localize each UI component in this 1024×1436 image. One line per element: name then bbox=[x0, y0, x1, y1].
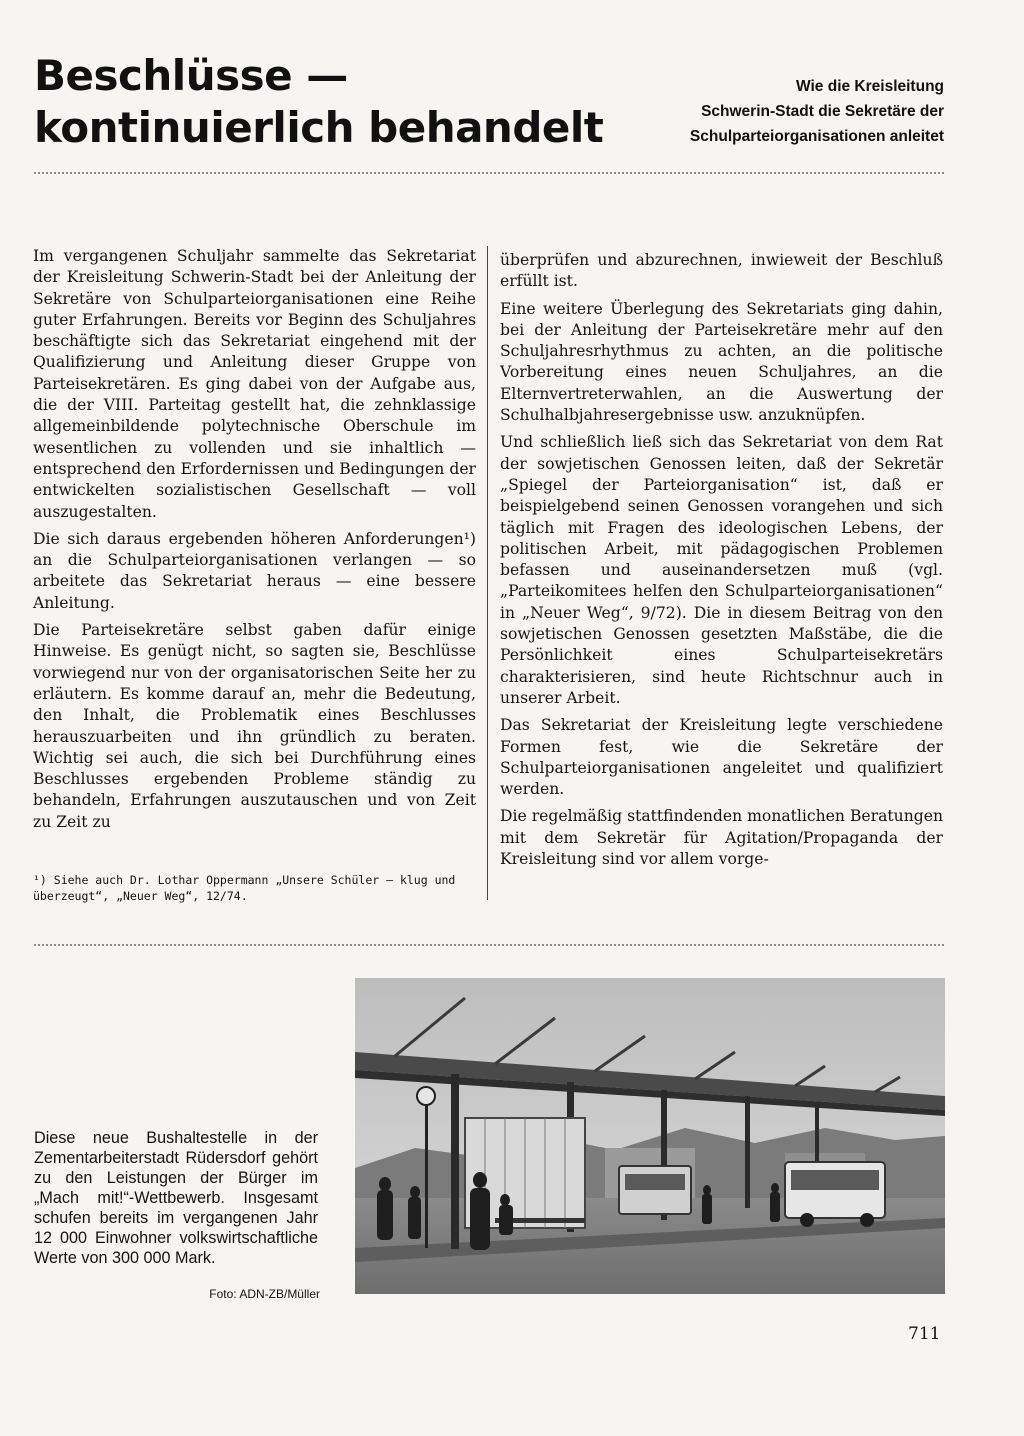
paragraph: Im vergangenen Schuljahr sammelte das Sekretariat der Kreisleitung Schwerin-Stadt bei der Anleitung der Sekretäre von Schulparteiorganisationen eine Reihe guter Erfahrungen. Bereits vor Beginn des Schuljahres beschäftigte sich das Sekretariat eingehend mit der Qualifizierung und Anleitung dieser Gruppe von Parteisekretären. Es ging dabei von der Aufgabe aus, die der VIII. Parteitag gestellt hat, die zehnklassige allgemeinbildende polytechnische Oberschule im wesentlichen zu vollenden und sie inhaltlich — entsprechend den Erfordernissen und Bedingungen der entwickelten sozialistischen Gesellschaft — voll auszugestalten. bbox=[33, 247, 476, 521]
subtitle-line-1: Wie die Kreisleitung bbox=[796, 78, 944, 95]
subtitle-line-2: Schwerin-Stadt die Sekretäre der bbox=[701, 103, 944, 120]
title-line-2: kontinuierlich behandelt bbox=[34, 103, 604, 152]
photo-credit: Foto: ADN-ZB/Müller bbox=[209, 1287, 320, 1301]
paragraph: Eine weitere Überlegung des Sekretariats ging dahin, bei der Anleitung der Parteisekretäre mehr auf den Schuljahresrhythmus zu achten, an die politische Vorbereitung eines neuen Schuljahres, an die Elternvertreterwahlen, an die Auswertung der Schulhalbjahresergebnisse usw. anzuknüpfen. bbox=[500, 299, 943, 425]
column-divider bbox=[487, 246, 488, 900]
page-title bbox=[34, 50, 604, 154]
footnote: ¹) Siehe auch Dr. Lothar Oppermann „Unsere Schüler — klug und überzeugt“, „Neuer Weg“, 12/74. bbox=[33, 873, 456, 903]
page-number: 711 bbox=[908, 1324, 941, 1344]
section-divider bbox=[34, 944, 944, 946]
caption-text: Diese neue Bushaltestelle in der Zementarbeiterstadt Rüdersdorf gehört zu den Leistungen der Bürger im „Mach mit!“-Wettbewerb. Insgesamt schufen bereits im vergangenen Jahr 12 000 Einwohner volkswirtschaftliche Werte von 300 000 Mark. bbox=[34, 1129, 318, 1267]
title-line-1: Beschlüsse — bbox=[34, 51, 348, 100]
bus-stop-photo bbox=[355, 978, 945, 1294]
header-divider bbox=[34, 172, 944, 174]
paragraph: Die sich daraus ergebenden höheren Anforderungen¹) an die Schulparteiorganisationen verlangen — so arbeitete das Sekretariat heraus — eine bessere Anleitung. bbox=[33, 529, 476, 612]
paragraph: Die Parteisekretäre selbst gaben dafür einige Hinweise. Es genügt nicht, so sagten sie, Beschlüsse vorwiegend nur von der organisatorischen Seite her zu erläutern. Es komme darauf an, mehr die Bedeutung, den Inhalt, die Problematik eines Beschlusses herauszuarbeiten und ihn gründlich zu beraten. Wichtig sei auch, die sich bei Durchführung eines Beschlusses ergebenden Probleme ständig zu behandeln, Erfahrungen auszutauschen und von Zeit zu Zeit zu bbox=[33, 621, 476, 831]
article-column-right bbox=[500, 250, 943, 876]
subtitle bbox=[644, 74, 944, 149]
photo-caption bbox=[34, 1128, 318, 1268]
paragraph: Die regelmäßig stattfindenden monatlichen Beratungen mit dem Sekretär für Agitation/Propaganda der Kreisleitung sind vor allem vorge- bbox=[500, 807, 943, 869]
subtitle-line-3: Schulparteiorganisationen anleitet bbox=[689, 128, 944, 145]
paragraph: Und schließlich ließ sich das Sekretariat von dem Rat der sowjetischen Genossen leiten, daß der Sekretär „Spiegel der Parteiorganisation“ ist, daß er beispielgebend seinen Genossen vorangehen und sich täglich mit Fragen des ideologischen Lebens, der politischen Arbeit, mit pädagogischen Problemen befassen und auseinandersetzen muß (vgl. „Parteikomitees helfen den Schulparteiorganisationen“ in „Neuer Weg“, 9/72). Die in diesem Beitrag von den sowjetischen Genossen gesetzten Maßstäbe, die die Persönlichkeit eines Schulparteisekretärs charakterisieren, sind heute Richtschnur auch in unserer Arbeit. bbox=[500, 433, 943, 707]
paragraph: Das Sekretariat der Kreisleitung legte verschiedene Formen fest, wie die Sekretäre der Schulparteiorganisationen angeleitet und qualifiziert werden. bbox=[500, 716, 943, 799]
article-column-left bbox=[33, 246, 476, 839]
paragraph: überprüfen und abzurechnen, inwieweit der Beschluß erfüllt ist. bbox=[500, 251, 943, 291]
